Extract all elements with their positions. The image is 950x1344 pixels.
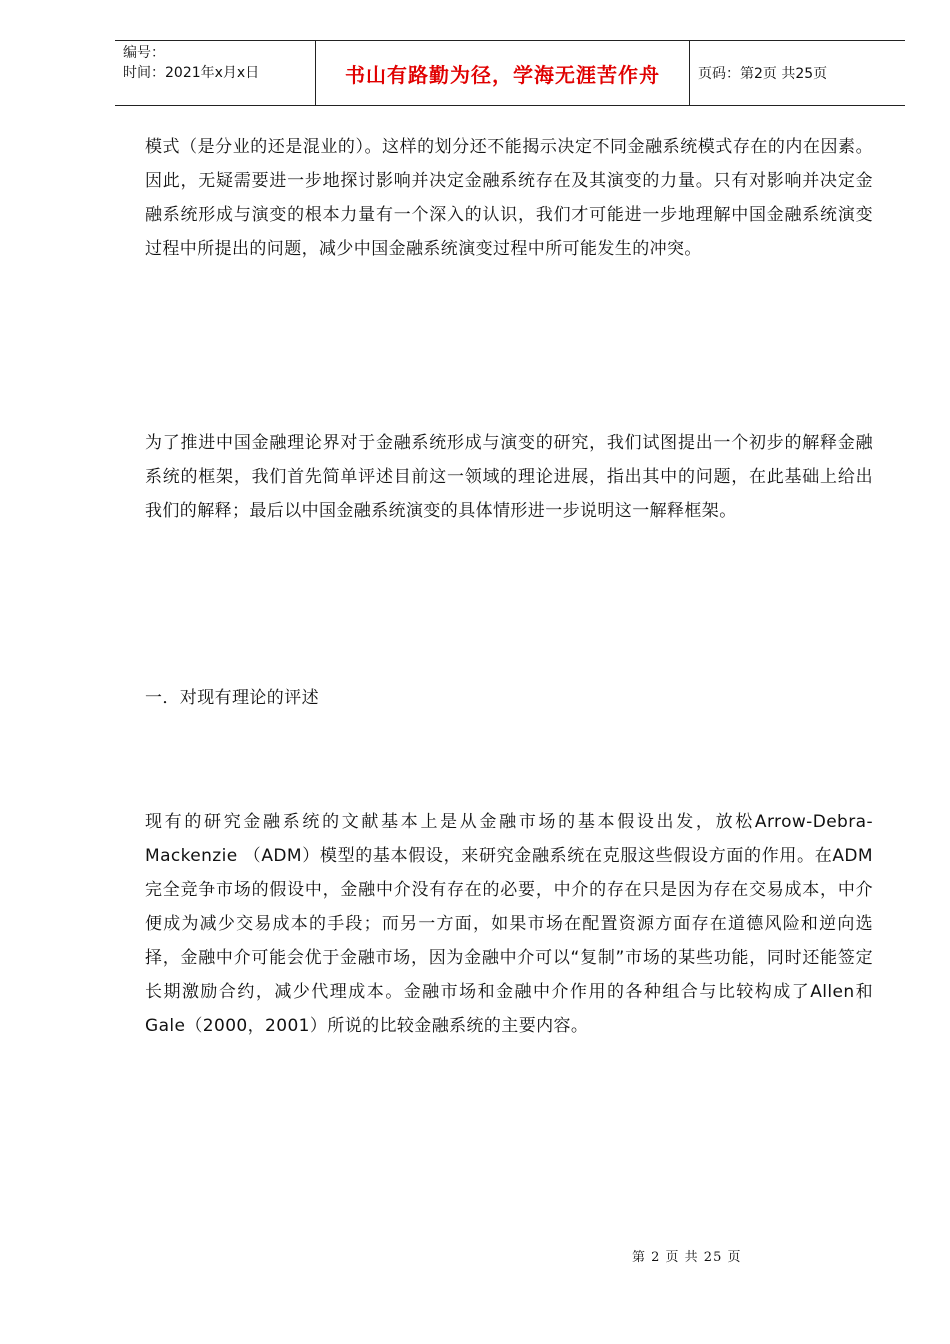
header-motto: 书山有路勤为径，学海无涯苦作舟 — [316, 41, 690, 105]
serial-number-label: 编号： — [123, 45, 165, 61]
paragraph-2: 为了推进中国金融理论界对于金融系统形成与演变的研究，我们试图提出一个初步的解释金融系统的框架，我们首先简单评述目前这一领域的理论进展，指出其中的问题，在此基础上给出我们的解释；最后以中国金融系统演变的具体情形进一步说明这一解释框架。 — [145, 433, 873, 521]
date-label: 时间：2021年x月x日 — [123, 65, 260, 81]
page-footer: 第 2 页 共 25 页 — [632, 1250, 742, 1265]
header-meta-cell — [115, 41, 316, 105]
page-header — [115, 40, 905, 106]
paragraph-1: 模式（是分业的还是混业的）。这样的划分还不能揭示决定不同金融系统模式存在的内在因素。因此，无疑需要进一步地探讨影响并决定金融系统存在及其演变的力量。只有对影响并决定金融系统形成与演变的根本力量有一个深入的认识，我们才可能进一步地理解中国金融系统演变过程中所提出的问题，减少中国金融系统演变过程中所可能发生的冲突。 — [145, 137, 873, 259]
header-page-info: 页码：第2页 共25页 — [698, 66, 828, 82]
paragraph-3: 现有的研究金融系统的文献基本上是从金融市场的基本假设出发，放松Arrow-Debra-Mackenzie （ADM）模型的基本假设，来研究金融系统在克服这些假设方面的作用。在ADM完全竞争市场的假设中，金融中介没有存在的必要，中介的存在只是因为存在交易成本，中介便成为减少交易成本的手段；而另一方面，如果市场在配置资源方面存在道德风险和逆向选择，金融中介可能会优于金融市场，因为金融中介可以“复制”市场的某些功能，同时还能签定长期激励合约，减少代理成本。金融市场和金融中介作用的各种组合与比较构成了Allen和Gale（2000，2001）所说的比较金融系统的主要内容。 — [145, 812, 873, 1036]
section-heading: 一．对现有理论的评述 — [145, 688, 319, 708]
